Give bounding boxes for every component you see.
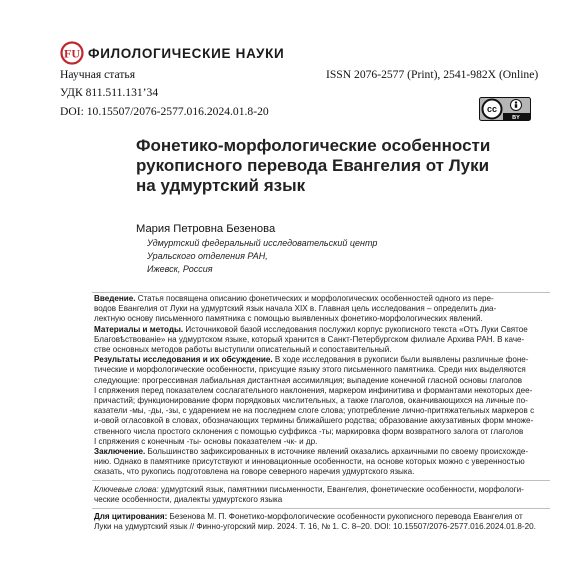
title-line: рукописного перевода Евангелия от Луки	[136, 156, 490, 175]
doi[interactable]: DOI: 10.15507/2076-2577.016.2024.01.8-20	[60, 105, 269, 118]
abstract-top-rule	[92, 292, 550, 293]
citation: Для цитирования: Безенова М. П. Фонетико-морфологические особенности рукописного перевода Евангелия от Луки на удмуртский язык // Финно-угорский мир. 2024. Т. 16, № 1. С. 8–20. DOI: 10.15507/2076-2577.016.2024.01.8-20.	[94, 512, 536, 532]
abstract-line: сказать, что рукопись подготовлена на говоре северного наречия удмуртского языка.	[94, 467, 415, 477]
keywords-label: Ключевые слова:	[94, 485, 159, 494]
intro-label: Введение.	[94, 294, 136, 303]
abstract-line: стве основных методов работы выступили описательный и сопоставительный.	[94, 345, 392, 355]
journal-logo-icon	[60, 41, 84, 65]
abstract-line: тические и морфологические особенности, присущие языку этого письменного памятника. Среди них выделяются	[94, 365, 526, 375]
svg-text:FU: FU	[64, 46, 80, 61]
author-affiliation	[147, 237, 377, 276]
abstract-line: водов Евангелия от Луки на удмуртский язык начала XIX в. Главная цель исследования – определить диа-	[94, 304, 497, 314]
abstract-line: нию. Однако в памятнике присутствуют и инновационные особенности, на основе которых можно с уверенностью	[94, 457, 525, 467]
svg-text:BY: BY	[512, 115, 520, 121]
methods-label: Материалы и методы.	[94, 324, 184, 334]
journal-header	[60, 41, 284, 65]
abstract-line: I спряжения с конечным -ты- основы показателем -чк- и др.	[94, 436, 318, 446]
abstract-line: Результаты исследования и их обсуждение. В ходе исследования в рукописи были выявлены различные фоне-	[94, 355, 529, 365]
conclusion-label: Заключение.	[94, 447, 146, 457]
article-title	[136, 136, 566, 196]
journal-title: ФИЛОЛОГИЧЕСКИЕ НАУКИ	[88, 45, 285, 61]
affiliation-line: Ижевск, Россия	[147, 264, 213, 274]
cc-by-license-icon[interactable]	[479, 97, 531, 121]
abstract-line: Материалы и методы. Источниковой базой исследования послужил корпус рукописного текста «Отъ Луки Святое	[94, 324, 528, 334]
author-name: Мария Петровна Безенова	[136, 223, 276, 235]
abstract-line: Заключение. Большинство зафиксированных в источнике явлений оказались архаичными по своему происхожде-	[94, 447, 529, 457]
keywords: Ключевые слова: удмуртский язык, памятники письменности, Евангелия, фонетические особенности, морфологи- ческие особенности, диалекты удмуртского языка	[94, 485, 524, 505]
abstract-line: причастий; функционирование форм порядковых числительных, а также глаголов, оканчивающихся на личные по-	[94, 396, 528, 406]
affiliation-line: Удмуртский федеральный исследовательский центр	[147, 238, 378, 248]
abstract	[94, 294, 550, 478]
abstract-line: и-овой огласовкой в словах, обозначающих термины ближайшего родства; образование аккузативных форм множе-	[94, 416, 534, 426]
issn: ISSN 2076-2577 (Print), 2541-982X (Online)	[326, 68, 539, 81]
abstract-line: лектную основу письменного памятника с помощью выявленных фонетико-морфологических явлений.	[94, 314, 483, 324]
citation-label: Для цитирования:	[94, 512, 168, 521]
affiliation-line: Уральского отделения РАН,	[147, 251, 268, 261]
keywords-rule	[92, 480, 550, 481]
abstract-line: Благовѣствованiе» на удмуртском языке, который хранится в Санкт-Петербургском филиале Архива РАН. В каче-	[94, 334, 525, 344]
svg-text:cc: cc	[486, 104, 498, 115]
abstract-line: следующие: прогрессивная лабиальная дистантная ассимиляция; выпадение конечной гласной основы глаголов	[94, 375, 523, 385]
udk: УДК 811.511.131’34	[60, 86, 159, 99]
abstract-line: I спряжения перед показателем сослагательного наклонения, маркером инфинитива и формантами некоторых дее-	[94, 385, 533, 395]
abstract-line: казатели -мы, -ды, -зы, с ударением не на последнем слоге слова; употребление лично-притяжательных маркеров с	[94, 406, 535, 416]
title-line: Фонетико-морфологические особенности	[136, 136, 491, 155]
citation-rule	[92, 508, 550, 509]
title-line: на удмуртский язык	[136, 176, 306, 195]
results-label: Результаты исследования и их обсуждение.	[94, 355, 273, 365]
abstract-line: Введение. Статья посвящена описанию фонетических и морфологических особенностей одного из пере-	[94, 294, 494, 303]
article-type: Научная статья	[60, 68, 136, 81]
abstract-line: ственного числа простого склонения с помощью суффикса -ты; маркировка форм возвратного залога от глаголов	[94, 426, 524, 436]
